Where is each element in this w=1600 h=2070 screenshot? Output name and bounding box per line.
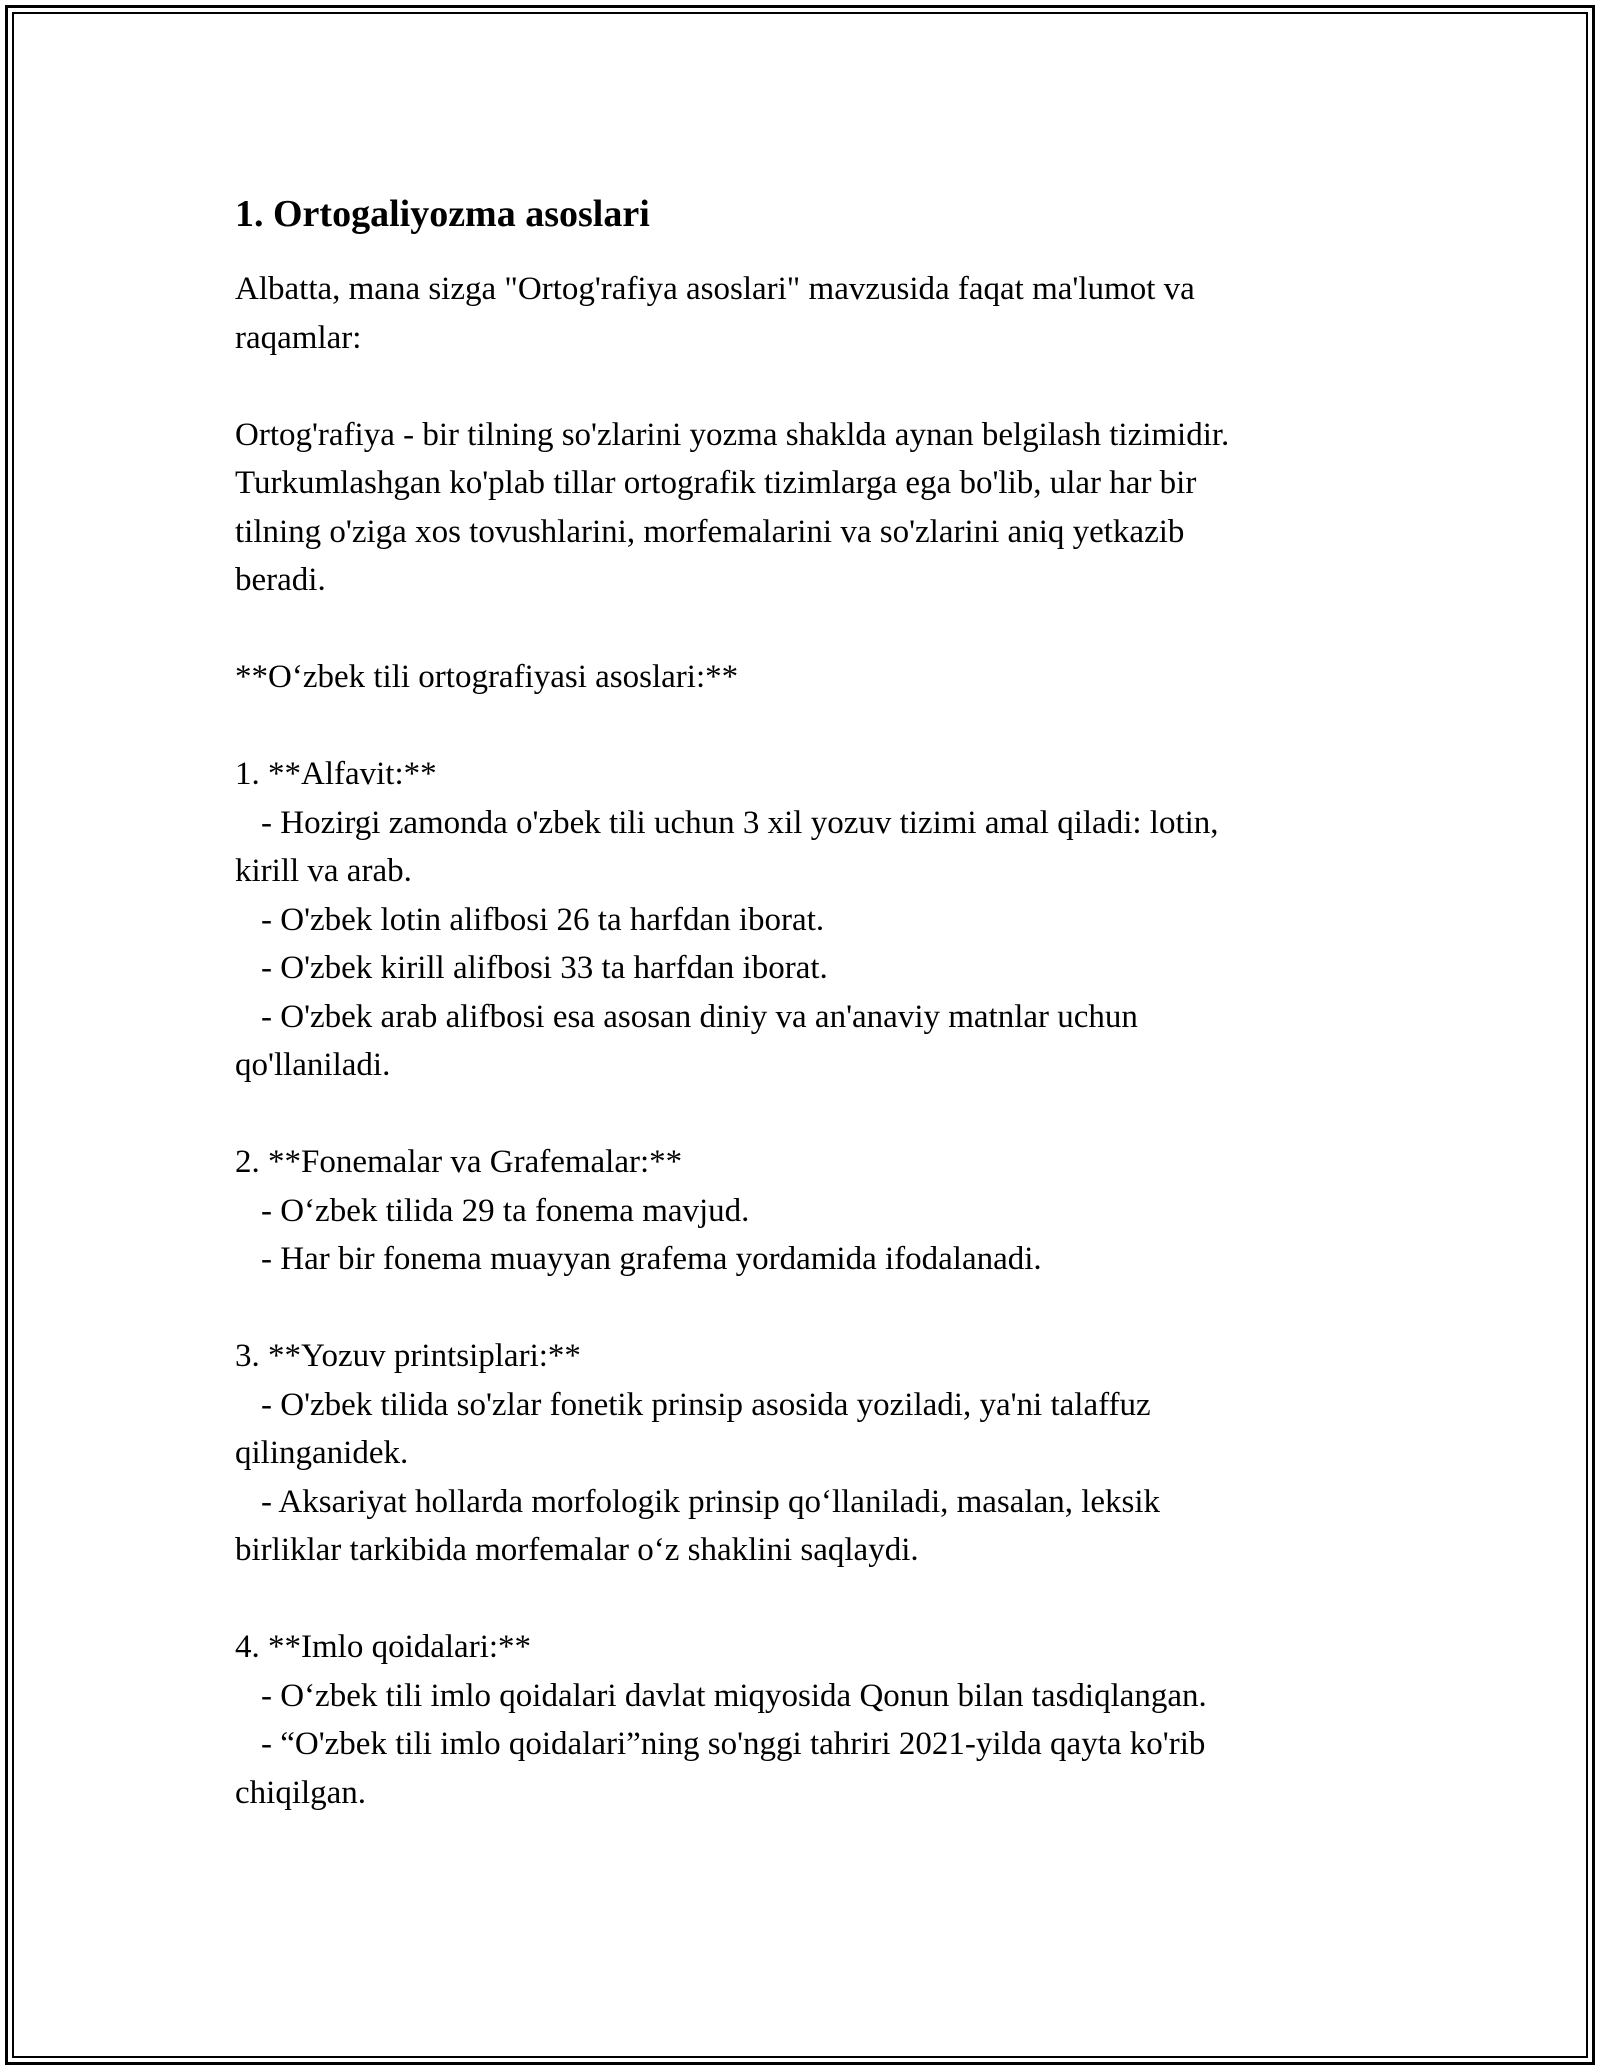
- spacer: [235, 1284, 1385, 1333]
- section-heading: 2. **Fonemalar va Grafemalar:**: [235, 1144, 683, 1180]
- section-line: - O'zbek kirill alifbosi 33 ta harfdan iborat.: [261, 950, 828, 986]
- section-line: chiqilgan.: [235, 1774, 367, 1811]
- section-heading: 1. **Alfavit:**: [235, 756, 437, 792]
- section-line: - “O'zbek tili imlo qoidalari”ning so'nggi tahriri 2021-yilda qayta ko'rib: [261, 1726, 1206, 1762]
- definition-line: tilning o'ziga xos tovushlarini, morfemalarini va so'zlarini aniq yetkazib: [235, 513, 1185, 550]
- section-line: - O'zbek arab alifbosi esa asosan diniy va an'anaviy matnlar uchun: [261, 998, 1138, 1035]
- spacer: [235, 702, 1385, 751]
- section-heading: 3. **Yozuv printsiplari:**: [235, 1338, 581, 1374]
- section-line: - O'zbek lotin alifbosi 26 ta harfdan iborat.: [261, 901, 825, 938]
- subheading: **O‘zbek tili ortografiyasi asoslari:**: [235, 659, 739, 695]
- section-line: - O‘zbek tili imlo qoidalari davlat miqyosida Qonun bilan tasdiqlangan.: [261, 1677, 1207, 1714]
- section-line: - Har bir fonema muayyan grafema yordamida ifodalanadi.: [261, 1241, 1042, 1277]
- section-3: [235, 1332, 1385, 1623]
- definition-line: Ortog'rafiya - bir tilning so'zlarini yozma shaklda aynan belgilash tizimidir.: [235, 416, 1230, 453]
- definition-line: Turkumlashgan ko'plab tillar ortografik tizimlarga ega bo'lib, ular har bir: [235, 465, 1197, 501]
- definition-line: beradi.: [235, 562, 326, 598]
- section-line: qo'llaniladi.: [235, 1047, 391, 1083]
- section-1: [235, 750, 1385, 1138]
- section-4: [235, 1623, 1385, 1817]
- section-line: qilinganidek.: [235, 1435, 409, 1471]
- sections-list: [235, 750, 1385, 1817]
- document-body: [235, 185, 1385, 1817]
- intro-line: raqamlar:: [235, 319, 362, 356]
- section-2: [235, 1138, 1385, 1332]
- section-line: - O‘zbek tilida 29 ta fonema mavjud.: [261, 1192, 750, 1229]
- section-line: - Hozirgi zamonda o'zbek tili uchun 3 xil yozuv tizimi amal qiladi: lotin,: [261, 804, 1219, 841]
- spacer: [235, 1575, 1385, 1624]
- section-line: - O'zbek tilida so'zlar fonetik prinsip asosida yoziladi, ya'ni talaffuz: [261, 1386, 1151, 1423]
- spacer: [235, 1090, 1385, 1139]
- spacer: [235, 362, 1385, 411]
- section-line: birliklar tarkibida morfemalar o‘z shaklini saqlaydi.: [235, 1532, 919, 1568]
- section-heading: 4. **Imlo qoidalari:**: [235, 1629, 532, 1665]
- document-title: 1. Ortogaliyozma asoslari: [235, 193, 650, 235]
- intro-line: Albatta, mana sizga "Ortog'rafiya asoslari" mavzusida faqat ma'lumot va: [235, 271, 1195, 307]
- section-line: - Aksariyat hollarda morfologik prinsip qo‘llaniladi, masalan, leksik: [261, 1483, 1161, 1520]
- section-line: kirill va arab.: [235, 853, 412, 889]
- spacer: [235, 605, 1385, 654]
